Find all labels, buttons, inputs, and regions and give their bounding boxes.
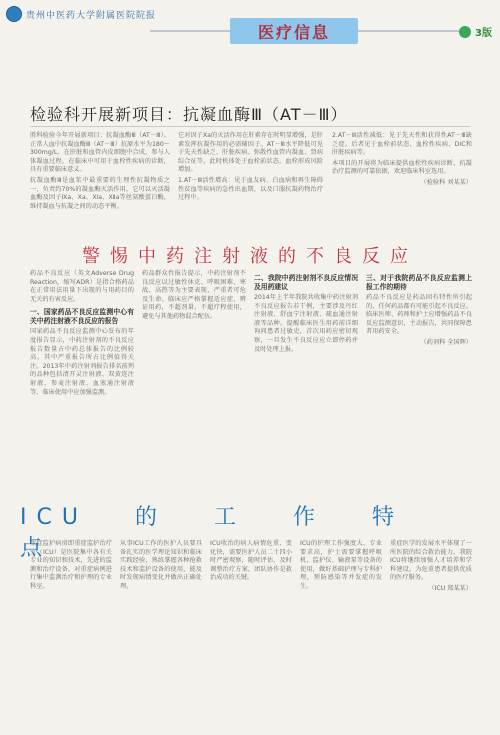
hospital-logo-icon <box>6 6 22 22</box>
title-part: 的 <box>134 505 167 530</box>
paragraph: 药品不良反应（英文Adverse Drug Reaction，缩写ADR）是指合格药品在正常用法用量下出现的与用药目的无关的有害反应。 <box>30 270 134 303</box>
paragraph: 本项目的开展将为临床提供血栓性疾病诊断、抗凝治疗监测的可靠依据，欢迎临床科室选用。 <box>332 159 472 176</box>
title-part: 点 <box>20 536 53 561</box>
paragraph: ICU收治的病人病情危重、变化快，需要医护人员二十四小时严密观察，随时评估，及时调整治疗方案，团队协作是救治成功的关键。 <box>210 540 292 582</box>
article3-column-2 <box>120 540 202 594</box>
paragraph: 2.AT－Ⅲ活性减低：见于先天性和获得性AT－Ⅲ缺乏症。后者见于血栓前状态、血栓性疾病、DIC和肝脏疾病等。 <box>332 132 472 157</box>
article2-subhead-2: 二、我院中药注射剂不良反应情况及用药建议 <box>254 274 358 291</box>
paragraph: 重症监护病房即重症监护治疗室（ICU）是医院集中各有关专业的知识和技术，先进的监测和治疗设备，对重症病例进行集中监测治疗和护理的专业科室。 <box>30 540 112 590</box>
paragraph: 抗凝血酶Ⅲ是血浆中最重要的生理性抗凝物质之一，负责约70%的凝血酶灭活作用，它可以灭活凝血酶及因子Ⅸa、Ⅹa、Ⅺa、Ⅻa等丝氨酸蛋白酶，维持凝血与抗凝之间的动态平衡。 <box>30 176 170 210</box>
article1-column-1 <box>30 132 170 213</box>
page-header <box>0 0 500 70</box>
article3-column-3 <box>210 540 292 585</box>
title-part: 作 <box>292 505 325 530</box>
paragraph: ICU的护理工作强度大、专业要求高，护士需要掌握呼吸机、监护仪、输液泵等设备的使用，做好基础护理与专科护理，预防感染等并发症的发生。 <box>300 540 382 590</box>
section-title: 医疗信息 <box>257 22 330 42</box>
title-part: 特 <box>372 505 405 530</box>
paragraph: 它对因子Ⅹa的灭活作用在肝素存在时明显增强，是肝素发挥抗凝作用的必需辅因子。AT－Ⅲ水平降低可见于先天性缺乏、肝脏疾病、弥散性血管内凝血、肾病综合征等，此时机体处于血栓前状态，血栓形成风险增加。 <box>178 132 323 174</box>
article1-author: （检验科 刘某某） <box>420 178 472 186</box>
article2-column-1 <box>30 270 134 399</box>
article1-column-3 <box>332 132 472 188</box>
article1-title: 检验科开展新项目：抗凝血酶Ⅲ（AT－Ⅲ） <box>30 105 348 124</box>
article2-column-4 <box>366 270 472 348</box>
article3-column-5 <box>390 540 472 594</box>
article2-title: 警惕中药注射液的不良反应 <box>82 246 418 267</box>
article3-column-1 <box>30 540 112 594</box>
article2-column-2 <box>142 270 246 324</box>
paragraph: 药品群众性报告提示，中药注射剂不良反应以过敏性休克、呼吸困难、寒战、高热等为主要表现，严重者可危及生命。临床应严格掌握适应症，辨证用药，不超剂量、不超疗程使用，避免与其他药物混合配伍。 <box>142 270 246 320</box>
paragraph: 2014年上半年我院共收集中药注射剂不良反应报告若干例，主要涉及丹红注射液、舒血宁注射液、疏血通注射液等品种。提醒临床医生用药前详细询问患者过敏史，首次用药应密切观察，一旦发生不良反应应立即停药并及时处理上报。 <box>254 294 358 353</box>
title-part: ICU <box>20 505 88 530</box>
paragraph: 胜科检验今年开展新项目：抗凝血酶Ⅲ（AT－Ⅲ）。正常人血中抗凝血酶Ⅲ（AT－Ⅲ）抗原水平为180～300mg/L。在肝脏和血管内皮细胞中合成，参与人体凝血过程，在临床中可用于血栓性疾病的诊断，具有重要临床意义。 <box>30 132 170 174</box>
paragraph: 从事ICU工作的医护人员要具备扎实的医学理论知识和临床实践经验，熟练掌握各种抢救技术和监护设备的使用，能及时发现病情变化并做出正确处理。 <box>120 540 202 590</box>
edition-text: 3版 <box>475 28 492 39</box>
paragraph: 1.AT－Ⅲ活性增高：见于血友病、白血病和再生障碍性贫血等疾病的急性出血期，以及口服抗凝药物治疗过程中。 <box>178 176 323 202</box>
paragraph: 药品不良反应是药品固有特性所引起的，任何药品都有可能引起不良反应。临床医师、药师和护士应增强药品不良反应监测意识，主动报告，共同保障患者用药安全。 <box>366 294 472 336</box>
masthead-logo <box>6 6 156 22</box>
section-banner <box>230 18 358 44</box>
newspaper-name: 贵州中医药大学附属医院院报 <box>26 10 157 21</box>
article3-column-4 <box>300 540 382 594</box>
paragraph: 国家药品不良反应监测中心发布的年度报告显示，中药注射剂的不良反应报告数量占中药总体报告的比例较高，其中严重报告所占比例值得关注。2013年中药注射剂报告排名前列的品种包括清开灵注射液、双黄连注射液、参麦注射液、血塞通注射液等，临床使用中应加强监测。 <box>30 328 134 396</box>
paragraph: 重症医学的发展水平体现了一所医院的综合救治能力，我院ICU将继续加强人才培养和学科建设，为危重患者提供优质的医疗服务。 <box>390 540 472 582</box>
article1-column-2 <box>178 132 323 205</box>
edition-label <box>459 24 492 39</box>
article2-subhead-1: 一、国家药品不良反应监测中心有关中药注射液不良反应的报告 <box>30 308 134 326</box>
article2-author: （药剂科 全国辉） <box>420 338 472 346</box>
title-part: 工 <box>213 505 246 530</box>
edition-leaf-icon <box>459 26 471 38</box>
article2-subhead-3: 三、对于我院药品不良反应监测上报工作的期待 <box>366 274 472 291</box>
article1-rule <box>30 126 470 127</box>
article3-author: （ICU 郑某某） <box>428 584 472 592</box>
article2-column-3 <box>254 270 358 356</box>
